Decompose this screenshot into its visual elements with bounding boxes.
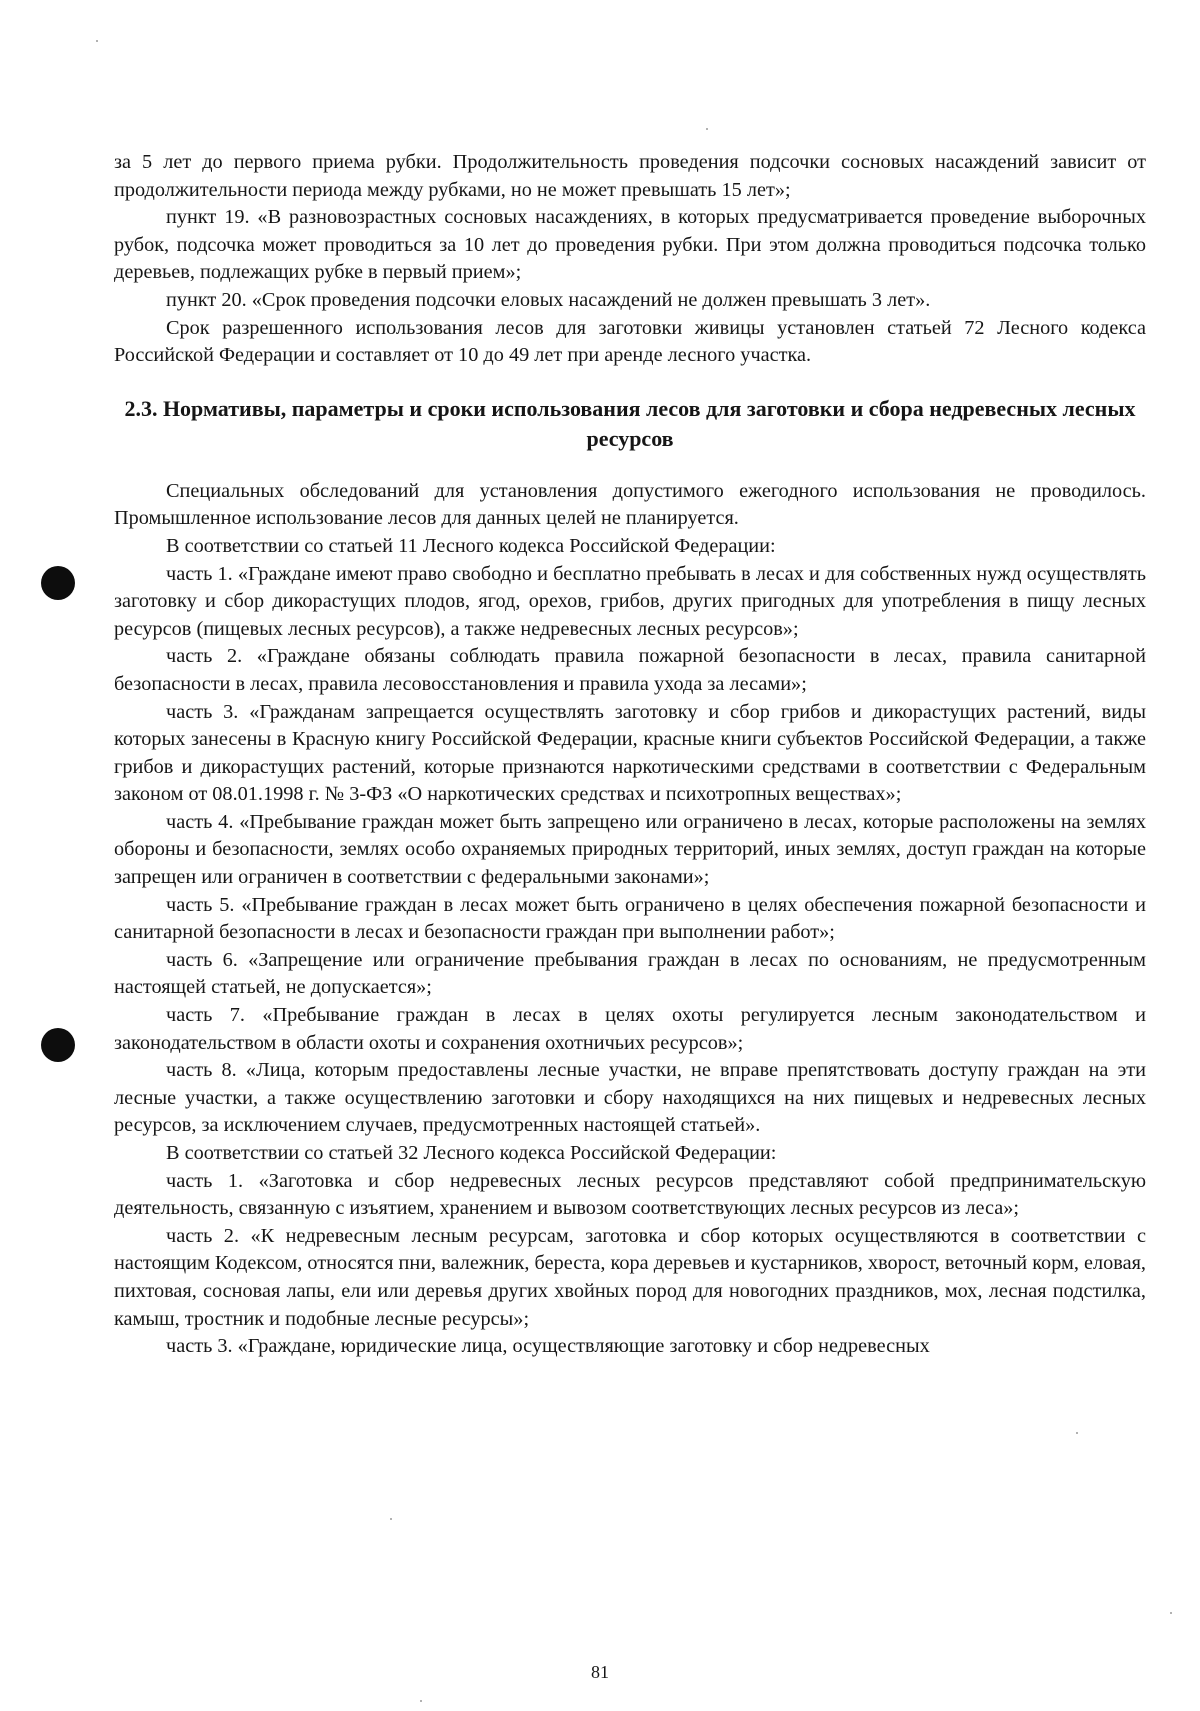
- paragraph: за 5 лет до первого приема рубки. Продолжительность проведения подсочки сосновых насаждений зависит от продолжительности периода между рубками, но не может превышать 15 лет»;: [114, 151, 1146, 201]
- paragraph: часть 4. «Пребывание граждан может быть запрещено или ограничено в лесах, которые расположены на землях обороны и безопасности, землях особо охраняемых природных территорий, иных землях, доступ граждан на которые запрещен или ограничен в соответствии с федеральными законами»;: [114, 810, 1146, 889]
- paragraph: часть 1. «Граждане имеют право свободно и бесплатно пребывать в лесах и для собственных нужд осуществлять заготовку и сбор дикорастущих плодов, ягод, орехов, грибов, других пригодных для употребления в пищу лесных ресурсов (пищевых лесных ресурсов), а также недревесных лесных ресурсов»;: [114, 562, 1146, 640]
- paragraph: В соответствии со статьей 11 Лесного кодекса Российской Федерации:: [166, 534, 776, 557]
- document-body: [114, 149, 1146, 1361]
- paragraph: часть 3. «Гражданам запрещается осуществлять заготовку и сбор грибов и дикорастущих растений, виды которых занесены в Красную книгу Российской Федерации, красные книги субъектов Российской Федерации, а также грибов и дикорастущих растений, которые признаются наркотическими средствами в соответствии с Федеральным законом от 08.01.1998 г. № 3-ФЗ «О наркотических средствах и психотропных веществах»;: [114, 700, 1146, 806]
- paragraph: часть 3. «Граждане, юридические лица, осуществляющие заготовку и сбор недревесных: [166, 1335, 930, 1358]
- page-number: 81: [591, 1662, 609, 1682]
- scan-speck: [706, 128, 708, 130]
- paragraph: часть 6. «Запрещение или ограничение пребывания граждан в лесах по основаниям, не предусмотренным настоящей статьей, не допускается»;: [114, 948, 1146, 999]
- paragraph: пункт 20. «Срок проведения подсочки еловых насаждений не должен превышать 3 лет».: [166, 288, 931, 311]
- paragraph: часть 7. «Пребывание граждан в лесах в целях охоты регулируется лесным законодательством и законодательством в области охоты и сохранения охотничьих ресурсов»;: [114, 1004, 1146, 1054]
- paragraph: часть 2. «Граждане обязаны соблюдать правила пожарной безопасности в лесах, правила санитарной безопасности в лесах, правила лесовосстановления и правила ухода за лесами»;: [114, 645, 1146, 695]
- paragraph: часть 2. «К недревесным лесным ресурсам, заготовка и сбор которых осуществляются в соответствии с настоящим Кодексом, относятся пни, валежник, береста, кора деревьев и кустарников, хворост, веточный корм, еловая, пихтовая, сосновая лапы, ели или деревья других хвойных пород для новогодних праздников, мох, лесная подстилка, камыш, тростник и подобные лесные ресурсы»;: [114, 1224, 1146, 1330]
- scan-speck: [96, 40, 98, 42]
- scan-speck: [1076, 1432, 1078, 1434]
- section-heading: 2.3. Нормативы, параметры и сроки использования лесов для заготовки и сбора недревесных лесных ресурсов: [124, 395, 1136, 451]
- paragraph: часть 8. «Лица, которым предоставлены лесные участки, не вправе препятствовать доступу граждан на эти лесные участки, а также осуществлению заготовки и сбору находящихся на них пищевых и недревесных лесных ресурсов, за исключением случаев, предусмотренных настоящей статьей».: [114, 1059, 1146, 1137]
- paragraph: Специальных обследований для установления допустимого ежегодного использования не проводилось. Промышленное использование лесов для данных целей не планируется.: [114, 479, 1146, 530]
- paragraph: Срок разрешенного использования лесов для заготовки живицы установлен статьей 72 Лесного кодекса Российской Федерации и составляет от 10 до 49 лет при аренде лесного участка.: [114, 316, 1146, 367]
- scan-speck: [1170, 1612, 1172, 1614]
- scan-speck: [420, 1700, 422, 1702]
- punch-hole-lower: [41, 1028, 75, 1062]
- scan-speck: [390, 1518, 392, 1520]
- paragraph: В соответствии со статьей 32 Лесного кодекса Российской Федерации:: [166, 1142, 777, 1164]
- paragraph: часть 5. «Пребывание граждан в лесах может быть ограничено в целях обеспечения пожарной безопасности и санитарной безопасности в лесах и безопасности граждан при выполнении работ»;: [114, 893, 1146, 944]
- paragraph: пункт 19. «В разновозрастных сосновых насаждениях, в которых предусматривается проведение выборочных рубок, подсочка может проводиться за 10 лет до проведения рубки. При этом должна проводиться подсочка только деревьев, подлежащих рубке в первый прием»;: [114, 206, 1146, 284]
- paragraph: часть 1. «Заготовка и сбор недревесных лесных ресурсов представляют собой предпринимательскую деятельность, связанную с изъятием, хранением и вывозом соответствующих лесных ресурсов из леса»;: [114, 1169, 1146, 1220]
- punch-hole-upper: [41, 566, 75, 600]
